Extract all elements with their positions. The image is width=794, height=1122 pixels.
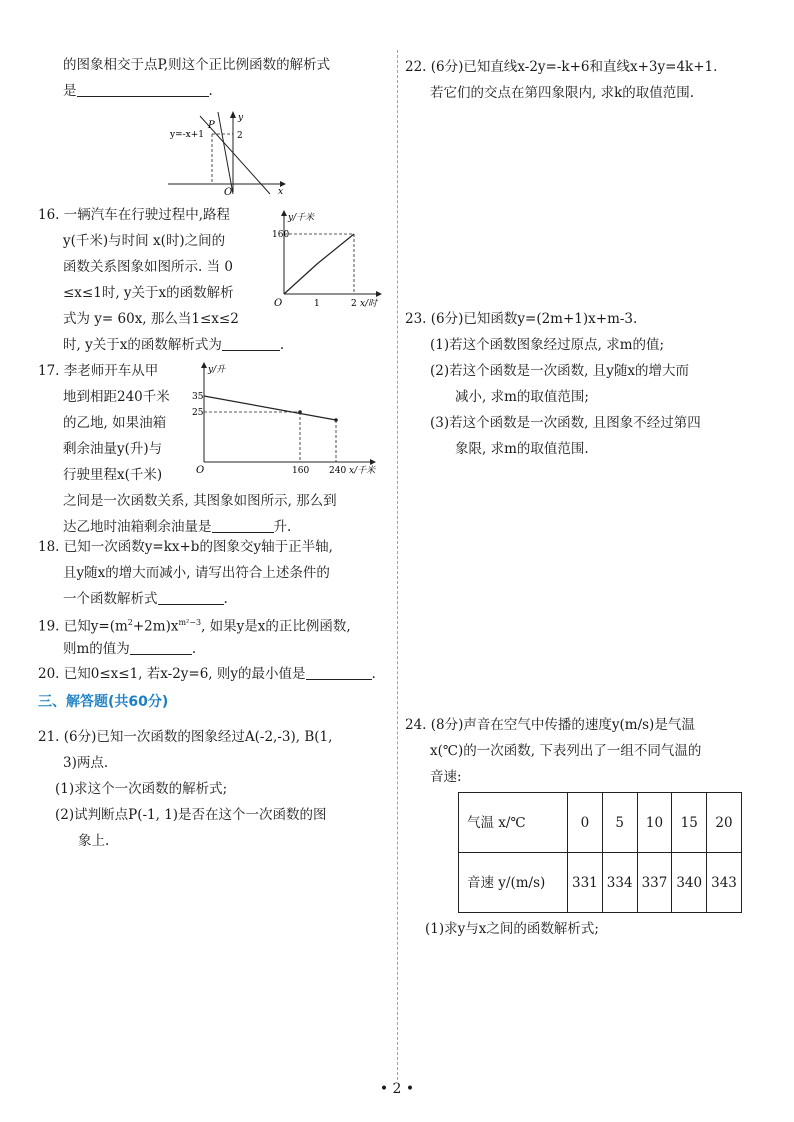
table-cell: 5 (602, 793, 637, 853)
q24-sub1: (1)求y与x之间的函数解析式; (425, 921, 599, 937)
q22-line1: 22. (6分)已知直线x-2y=-k+6和直线x+3y=4k+1. (405, 59, 718, 75)
q16-graph-line (284, 234, 354, 294)
q17-y-tick-35: 35 (192, 392, 204, 402)
q24-line2: x(℃)的一次函数, 下表列出了一组不同气温的 (430, 743, 702, 759)
q18-line3: 一个函数解析式 . (63, 591, 228, 607)
q17-graph-line (204, 396, 336, 420)
q16-y-arrow (281, 210, 287, 216)
q15-origin-label: O (224, 187, 233, 198)
q17-y-arrow (201, 362, 207, 368)
q16-y-label: y/千米 (288, 213, 315, 223)
q23-sub1: (1)若这个函数图象经过原点, 求m的值; (430, 337, 665, 353)
q18-line2: 且y随x的增大而减小, 请写出符合上述条件的 (63, 565, 330, 581)
q16-line5: 式为 y= 60x, 那么当1≤x≤2 (63, 311, 239, 327)
q16-x-label: x/时 (360, 299, 378, 309)
q15-line-label: y=-x+1 (170, 130, 205, 140)
q15-graph (160, 108, 290, 198)
q16-line2: y(千米)与时间 x(时)之间的 (63, 233, 226, 249)
q23-sub2-cont: 减小, 求m的取值范围; (455, 389, 589, 405)
q19-line2: 则m的值为 . (63, 641, 197, 657)
q15-y-label: y (238, 113, 244, 123)
column-divider (397, 50, 398, 1080)
q16-line3: 函数关系图象如图所示. 当 0 (63, 259, 233, 275)
table-row-label: 音速 y/(m/s) (459, 853, 568, 913)
q17-point-240 (334, 418, 338, 422)
table-cell: 334 (602, 853, 637, 913)
q15-text-line1: 的图象相交于点P,则这个正比例函数的解析式 (63, 57, 331, 73)
q23-line1: 23. (6分)已知函数y=(2m+1)x+m-3. (405, 311, 638, 327)
q16-x-arrow (376, 291, 382, 297)
table-cell: 20 (707, 793, 742, 853)
q17-origin: O (196, 465, 205, 476)
q17-line4: 剩余油量y(升)与 (63, 441, 163, 457)
section3-header: 三、解答题(共60分) (38, 694, 169, 710)
q17-line2: 地到相距240千米 (63, 389, 170, 405)
q17-x-label: x/千米 (349, 466, 376, 476)
table-cell: 331 (568, 853, 603, 913)
table-cell: 337 (637, 853, 672, 913)
q21-sub1: (1)求这个一次函数的解析式; (55, 781, 228, 797)
q22-line2: 若它们的交点在第四象限内, 求k的取值范围. (430, 85, 695, 101)
table-cell: 0 (568, 793, 603, 853)
q15-x-label: x (278, 187, 284, 197)
q15-line-prop (218, 112, 233, 194)
q15-point-label: P (208, 120, 215, 131)
table-cell: 343 (707, 853, 742, 913)
q17-x-tick-240: 240 (329, 466, 347, 476)
q17-y-label: y/升 (208, 365, 226, 375)
q16-line4: ≤x≤1时, y关于x的函数解析 (63, 285, 234, 301)
table-row-label: 气温 x/℃ (459, 793, 568, 853)
table-cell: 10 (637, 793, 672, 853)
q24-line3: 音速: (430, 769, 462, 785)
q19-line1: 19. 已知$y=(m^2+2m)x^{m^2-3}$, 如果y是x的正比例函数, (38, 618, 351, 635)
q23-sub3: (3)若这个函数是一次函数, 且图象不经过第四 (430, 415, 701, 431)
q18-line1: 18. 已知一次函数y=kx+b的图象交y轴于正半轴, (38, 539, 333, 555)
table-cell: 15 (672, 793, 707, 853)
q20-line: 20. 已知0≤x≤1, 若x-2y=6, 则y的最小值是 . (38, 666, 376, 682)
q23-sub3-cont: 象限, 求m的取值范围. (455, 441, 589, 457)
q24-speed-table (458, 792, 742, 913)
q17-line7: 达乙地时油箱剩余油量是 升. (63, 519, 292, 535)
q15-text-line2: 是 . (63, 83, 213, 99)
q21-sub2: (2)试判断点P(-1, 1)是否在这个一次函数的图 (55, 807, 327, 823)
q17-line6: 之间是一次函数关系, 其图象如图所示, 那么到 (63, 493, 337, 509)
q16-line1: 16. 一辆汽车在行驶过程中,路程 (38, 207, 231, 223)
q17-point-160 (298, 410, 302, 414)
q21-sub2-cont: 象上. (78, 833, 110, 849)
q15-y-arrow (230, 111, 236, 118)
q17-line3: 的乙地, 如果油箱 (63, 415, 167, 431)
q17-graph (192, 360, 392, 478)
q17-line5: 行驶里程x(千米) (63, 467, 163, 483)
q17-line1: 17. 李老师开车从甲 (38, 363, 159, 379)
q16-x-tick-1: 1 (314, 299, 320, 309)
q17-y-tick-25: 25 (192, 408, 204, 418)
q21-line2: 3)两点. (63, 755, 109, 771)
q15-value-label: 2 (237, 131, 243, 141)
q16-x-tick-2: 2 (351, 299, 357, 309)
q23-sub2: (2)若这个函数是一次函数, 且y随x的增大而 (430, 363, 689, 379)
q16-graph (272, 208, 387, 310)
q21-line1: 21. (6分)已知一次函数的图象经过A(-2,-3), B(1, (38, 729, 333, 745)
q16-line6: 时, y关于x的函数解析式为 . (63, 337, 285, 353)
q17-x-tick-160: 160 (292, 466, 310, 476)
q24-line1: 24. (8分)声音在空气中传播的速度y(m/s)是气温 (405, 717, 695, 733)
table-row-speed (459, 853, 742, 913)
page-number: • 2 • (379, 1081, 415, 1097)
q16-y-tick: 160 (272, 230, 290, 240)
q16-origin: O (274, 298, 283, 309)
table-row-temperature (459, 793, 742, 853)
q17-x-arrow (370, 459, 376, 465)
table-cell: 340 (672, 853, 707, 913)
